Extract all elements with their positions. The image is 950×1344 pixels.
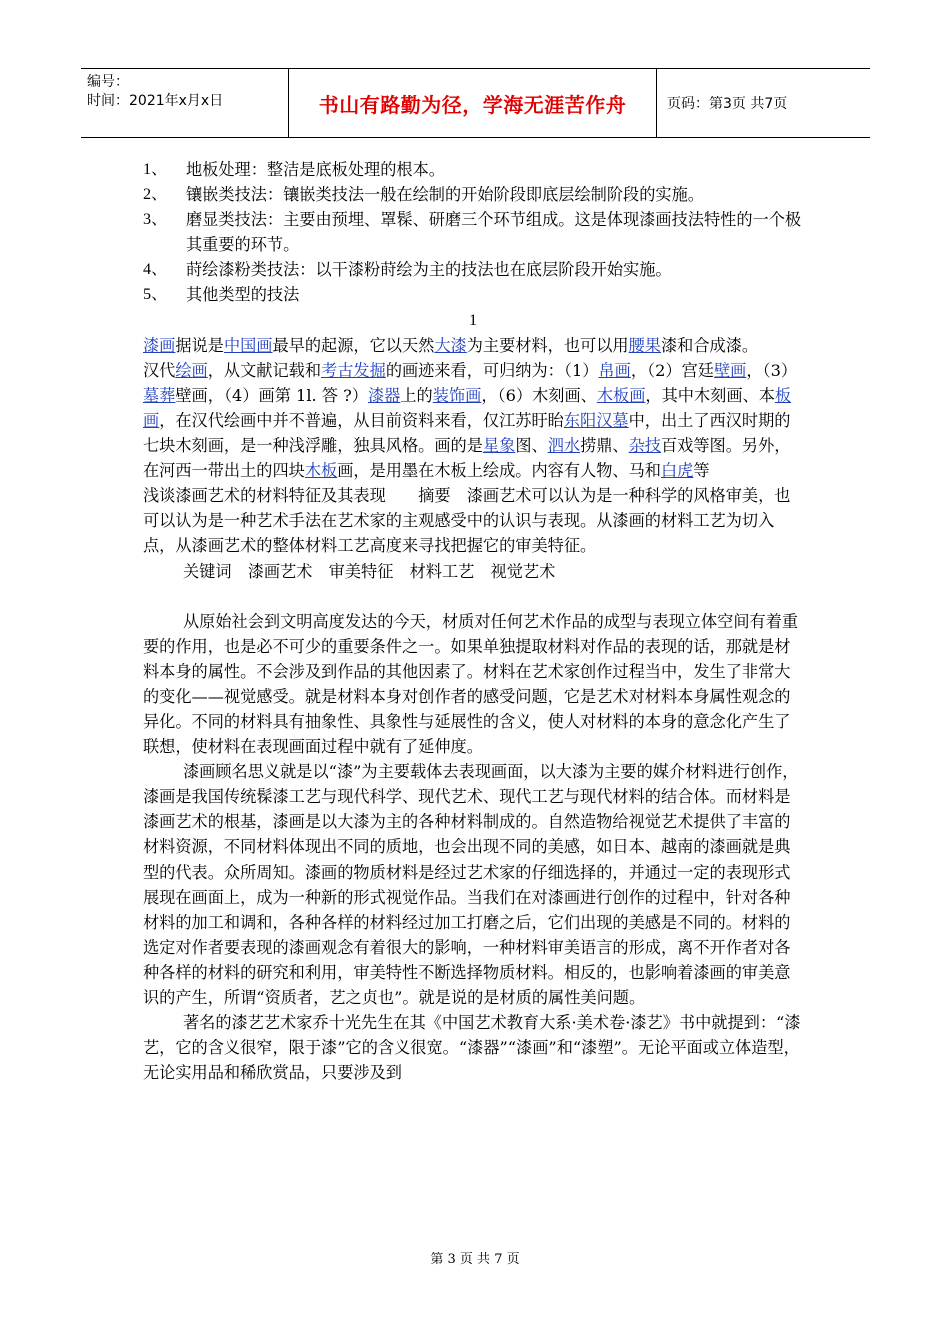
han-painting-paragraph <box>143 358 803 483</box>
text-run: 等 <box>693 461 710 481</box>
list-text: 镶嵌类技法：镶嵌类技法一般在绘制的开始阶段即底层绘制阶段的实施。 <box>186 185 704 205</box>
list-item <box>143 157 803 182</box>
text-run: 漆和合成漆。 <box>661 335 759 355</box>
list-item <box>143 207 803 257</box>
link-wood-board[interactable]: 木板 <box>304 461 338 481</box>
link-sishui[interactable]: 泗水 <box>547 436 581 456</box>
link-astrology[interactable]: 星象 <box>482 436 516 456</box>
link-cashew[interactable]: 腰果 <box>628 335 661 355</box>
body-paragraph: 从原始社会到文明高度发达的今天，材质对任何艺术作品的成型与表现立体空间有着重要的作用，也是必不可少的重要条件之一。如果单独提取材料对作品的表现的话，那就是材料本身的属性。不会涉及到作品的其他因素了。材料在艺术家创作过程当中，发生了非常大的变化——视觉感受。就是材料本身对创作者的感受问题，它是艺术对材料本身属性观念的异化。不同的材料具有抽象性、具象性与延展性的含义，使人对材料的本身的意念化产生了联想，使材料在表现画面过程中就有了延伸度。 <box>143 611 799 757</box>
link-dongyang-han-tomb[interactable]: 东阳汉墓 <box>563 410 629 430</box>
list-number: 5、 <box>143 285 168 304</box>
document-header <box>81 68 870 138</box>
list-item <box>143 257 803 282</box>
link-wood-panel-painting[interactable]: 木板画 <box>596 385 646 405</box>
list-number: 1、 <box>143 160 168 178</box>
text-run: ，（2）宫廷 <box>630 360 714 380</box>
header-page-label: 页码：第3页 共7页 <box>667 96 788 112</box>
header-motto: 书山有路勤为径，学海无涯苦作舟 <box>289 69 657 137</box>
body-paragraph: 漆画顾名思义就是以“漆”为主要载体去表现画面，以大漆为主要的媒介材料进行创作，漆画是我国传统髹漆工艺与现代科学、现代艺术、现代工艺与现代材料的结合体。而材料是漆画艺术的根基，漆画是以大漆为主的各种材料制成的。自然造物给视觉艺术提供了丰富的材料资源，不同材料体现出不同的质地，也会出现不同的美感，如日本、越南的漆画就是典型的代表。众所周知。漆画的物质材料是经过艺术家的仔细选择的，并通过一定的表现形式展现在画面上，成为一种新的形式视觉作品。当我们在对漆画进行创作的过程中，针对各种材料的加工和调和，各种各样的材料经过加工打磨之后，它们出现的美感是不同的。材料的选定对作者要表现的漆画观念有着很大的影响，一种材料审美语言的形成，离不开作者对各种各样的材料的研究和利用，审美特性不断选择物质材料。相反的，也影响着漆画的审美意识的产生，所谓“资质者，艺之贞也”。就是说的是材质的属性美问题。 <box>143 762 799 1007</box>
list-text: 莳绘漆粉类技法：以干漆粉莳绘为主的技法也在底层阶段开始实施。 <box>186 260 672 280</box>
section-number: 1 <box>468 310 478 329</box>
link-white-tiger[interactable]: 白虎 <box>661 461 694 481</box>
list-number: 4、 <box>143 260 168 279</box>
text-run: 汉代 <box>143 360 176 380</box>
keywords-line: 关键词 漆画艺术 审美特征 材料工艺 视觉艺术 <box>183 561 556 581</box>
link-painting[interactable]: 绘画 <box>175 360 208 380</box>
list-item <box>143 282 803 307</box>
text-run: ，（3） <box>746 360 798 380</box>
text-run: 中，出土了西汉时期的七块木刻画，是一种浅浮雕，独具风格。画的是 <box>143 410 791 456</box>
link-tomb[interactable]: 墓葬 <box>143 385 176 405</box>
page-footer: 第 3 页 共 7 页 <box>430 1252 520 1267</box>
text-run: 最早的起源，它以天然 <box>272 335 435 355</box>
link-panel-painting[interactable]: 板画 <box>143 385 792 430</box>
list-text: 其他类型的技法 <box>186 285 300 305</box>
text-run: 捞鼎、 <box>580 436 629 456</box>
link-raw-lacquer[interactable]: 大漆 <box>434 335 467 355</box>
link-acrobatics[interactable]: 杂技 <box>628 436 661 456</box>
list-text: 磨显类技法：主要由预埋、罩髹、研磨三个环节组成。这是体现漆画技法特性的一个极其重要的环节。 <box>186 210 802 255</box>
text-run: 画，是用墨在木板上绘成。内容有人物、马和 <box>337 461 661 481</box>
intro-paragraph <box>143 333 803 358</box>
abstract-paragraph: 浅谈漆画艺术的材料特征及其表现 摘要 漆画艺术可以认为是一种科学的风格审美，也可以认为是一种艺术手法在艺术家的主观感受中的认识与表现。从漆画的材料工艺为切入点，从漆画艺术的整体材料工艺高度来寻找把握它的审美特征。 <box>143 486 791 556</box>
list-item <box>143 182 803 207</box>
text-run: ，其中木刻画、本 <box>645 385 775 405</box>
text-run: 为主要材料，也可以用 <box>466 335 629 355</box>
text-run: ，从文献记载和 <box>207 360 322 380</box>
link-chinese-painting[interactable]: 中国画 <box>223 335 273 355</box>
text-run: 图、 <box>515 436 548 456</box>
text-run: ，（6）木刻画、 <box>481 385 597 405</box>
header-meta <box>81 69 289 137</box>
text-run: 的画迹来看，可归纳为：（1） <box>385 360 599 380</box>
text-run: 上的 <box>400 385 433 405</box>
text-run: 壁画，（4）画第 1l. 答 ?） <box>175 385 368 405</box>
link-archaeology[interactable]: 考古发掘 <box>321 360 386 380</box>
link-mural[interactable]: 壁画 <box>713 360 747 380</box>
blank-line <box>143 584 803 609</box>
list-text: 地板处理：整洁是底板处理的根本。 <box>186 160 445 179</box>
text-run: 百戏等图。另外，在河西一带出土的四块 <box>143 436 791 481</box>
time-label: 时间：2021年x月x日 <box>87 93 224 109</box>
text-run: ，在汉代绘画中并不普遍，从目前资料来看，仅江苏盱眙 <box>159 410 564 430</box>
link-silk-painting[interactable]: 帛画 <box>598 360 631 380</box>
link-decorative-painting[interactable]: 装饰画 <box>432 385 482 405</box>
list-number: 3、 <box>143 210 168 229</box>
link-lacquerware[interactable]: 漆器 <box>368 385 401 405</box>
body-paragraph: 著名的漆艺艺术家乔十光先生在其《中国艺术教育大系·美术卷·漆艺》书中就提到：“漆艺，它的含义很窄，限于漆”它的含义很宽。“漆器”“漆画”和“漆塑”。无论平面或立体造型，无论实用品和稀欣赏品，只要涉及到 <box>143 1013 801 1083</box>
list-number: 2、 <box>143 185 168 204</box>
code-label: 编号： <box>87 74 129 90</box>
link-lacquer-painting[interactable]: 漆画 <box>143 335 176 355</box>
document-body <box>143 157 803 1085</box>
text-run: 据说是 <box>175 335 224 355</box>
